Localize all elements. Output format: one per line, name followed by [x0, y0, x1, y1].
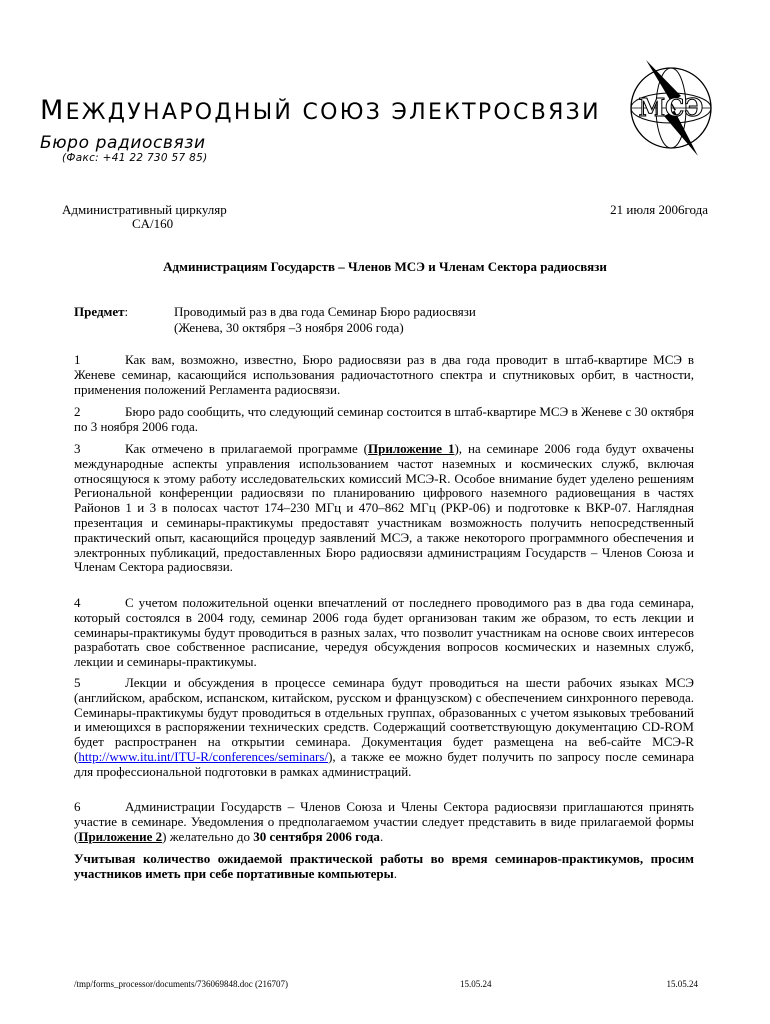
- footer-file-path: /tmp/forms_processor/documents/736069848.doc (216707): [74, 979, 288, 989]
- subject-text: [174, 304, 476, 336]
- paragraph-number: 2: [74, 404, 81, 419]
- seminar-website-link[interactable]: http://www.itu.int/ITU-R/conferences/seminars/: [78, 748, 329, 764]
- organization-title-initial: М: [40, 95, 66, 126]
- circular-number: CA/160: [132, 216, 174, 231]
- footer-date-2: 15.05.24: [666, 979, 698, 989]
- bureau-name: Бюро радиосвязи: [40, 133, 206, 153]
- paragraph-3: 3 Как отмечено в прилагаемой программе (Приложение 1), на семинаре 2006 года будут охвачены международные аспекты управления использованием частот наземных и космических служб, включая относящуюся к этому работу исследовательских комиссий МСЭ-R. Особое внимание будет уделено решениям Региональной конференции радиосвязи по планированию цифрового наземного радиовещания в частях Районов 1 и 3 в полосах частот 174–230 МГц и 470–862 МГц (РКР-06) и подготовке к ВКР-07. Наглядная презентация и семинары-практикумы предоставят участникам возможность получить непосредственный практический опыт, касающийся процедур заявлений МСЭ, а также некоторого программного обеспечения и электронных публикаций, предоставленных Бюро радиосвязи администрациям Государств – Членов Союза и Членам Сектора радиосвязи.: [74, 441, 695, 575]
- deadline-date: 30 сентября 2006 года: [253, 828, 380, 844]
- paragraph-1: [74, 353, 694, 397]
- logo-text: МСЭ: [638, 93, 704, 122]
- annex-2-reference[interactable]: Приложение 2: [78, 828, 163, 844]
- paragraph-5: 5 Лекции и обсуждения в процессе семинара будут проводиться на шести рабочих языках МСЭ (английском, арабском, испанском, китайском, русском и французском) с обеспечением синхронного перевода. Семинары-практикумы будут проводиться в отдельных группах, образованных с учетом языковых требований и имеющихся в распоряжении технических средств. Содержащий соответствующую документацию CD-ROM будет распространен на открытии семинара. Документация будет размещена на веб-сайте МСЭ-R (http://www.itu.int/ITU-R/conferences/seminars/), а также ее можно будет получить по запросу после семинара для профессиональной подготовки в рамках администраций.: [74, 675, 694, 779]
- laptop-notice: Учитывая количество ожидаемой практической работы во время семинаров-практикумов, просим участников иметь при себе портативные компьютеры: [74, 851, 694, 881]
- paragraph-text: С учетом положительной оценки впечатлений от последнего проводимого раз в два года семинара, который состоялся в 2004 году, семинар 2006 года будет организован таким же образом, то есть лекции и семинары-практикумы будут проводиться в разных залах, что позволит участникам на основе своих интересов разработать свое собственное расписание, чередуя обсуждения вопросов космических и наземных служб, лекции и семинары-практикумы.: [74, 595, 694, 670]
- paragraph-6: 6 Администрации Государств – Членов Союза и Члены Сектора радиосвязи приглашаются принять участие в семинаре. Уведомления о предполагаемом участии следует представить в виде прилагаемой формы (Приложение 2) желательно до 30 сентября 2006 года.: [74, 799, 694, 844]
- paragraph-2: [74, 405, 694, 435]
- paragraph-number: 5: [74, 675, 81, 690]
- paragraph-4: [74, 596, 694, 670]
- paragraph-text: Как вам, возможно, известно, Бюро радиосвязи раз в два года проводит в штаб-квартире МСЭ в Женеве семинар, касающийся использования радиочастотного спектра и спутниковых орбит, в частности, применения положений Регламента радиосвязи.: [74, 352, 694, 397]
- fax-number: (Факс: +41 22 730 57 85): [62, 152, 208, 164]
- annex-1-reference[interactable]: Приложение 1: [367, 441, 455, 456]
- paragraph-number: 3: [74, 441, 81, 456]
- circular-type: Административный циркуляр: [62, 202, 227, 217]
- subject-line-1: Проводимый раз в два года Семинар Бюро радиосвязи: [174, 304, 476, 319]
- addressee: Администрациям Государств – Членов МСЭ и Членам Сектора радиосвязи: [163, 259, 607, 274]
- organization-title: [40, 95, 601, 126]
- paragraph-number: 1: [74, 352, 81, 367]
- footer-date-1: 15.05.24: [460, 979, 492, 989]
- paragraph-number: 6: [74, 799, 81, 814]
- itu-logo: [626, 56, 716, 161]
- circular-date: 21 июля 2006года: [610, 202, 708, 217]
- paragraph-text: Бюро радо сообщить, что следующий семинар состоится в штаб-квартире МСЭ в Женеве с 30 октября по 3 ноября 2006 года.: [74, 404, 694, 434]
- subject-line-2: (Женева, 30 октября –3 ноября 2006 года): [174, 320, 404, 335]
- organization-title-rest: ЕЖДУНАРОДНЫЙ СОЮЗ ЭЛЕКТРОСВЯЗИ: [65, 100, 601, 125]
- paragraph-number: 4: [74, 595, 81, 610]
- subject-label: Предмет:: [74, 304, 129, 319]
- paragraph-7: Учитывая количество ожидаемой практической работы во время семинаров-практикумов, просим участников иметь при себе портативные компьютеры.: [74, 851, 694, 881]
